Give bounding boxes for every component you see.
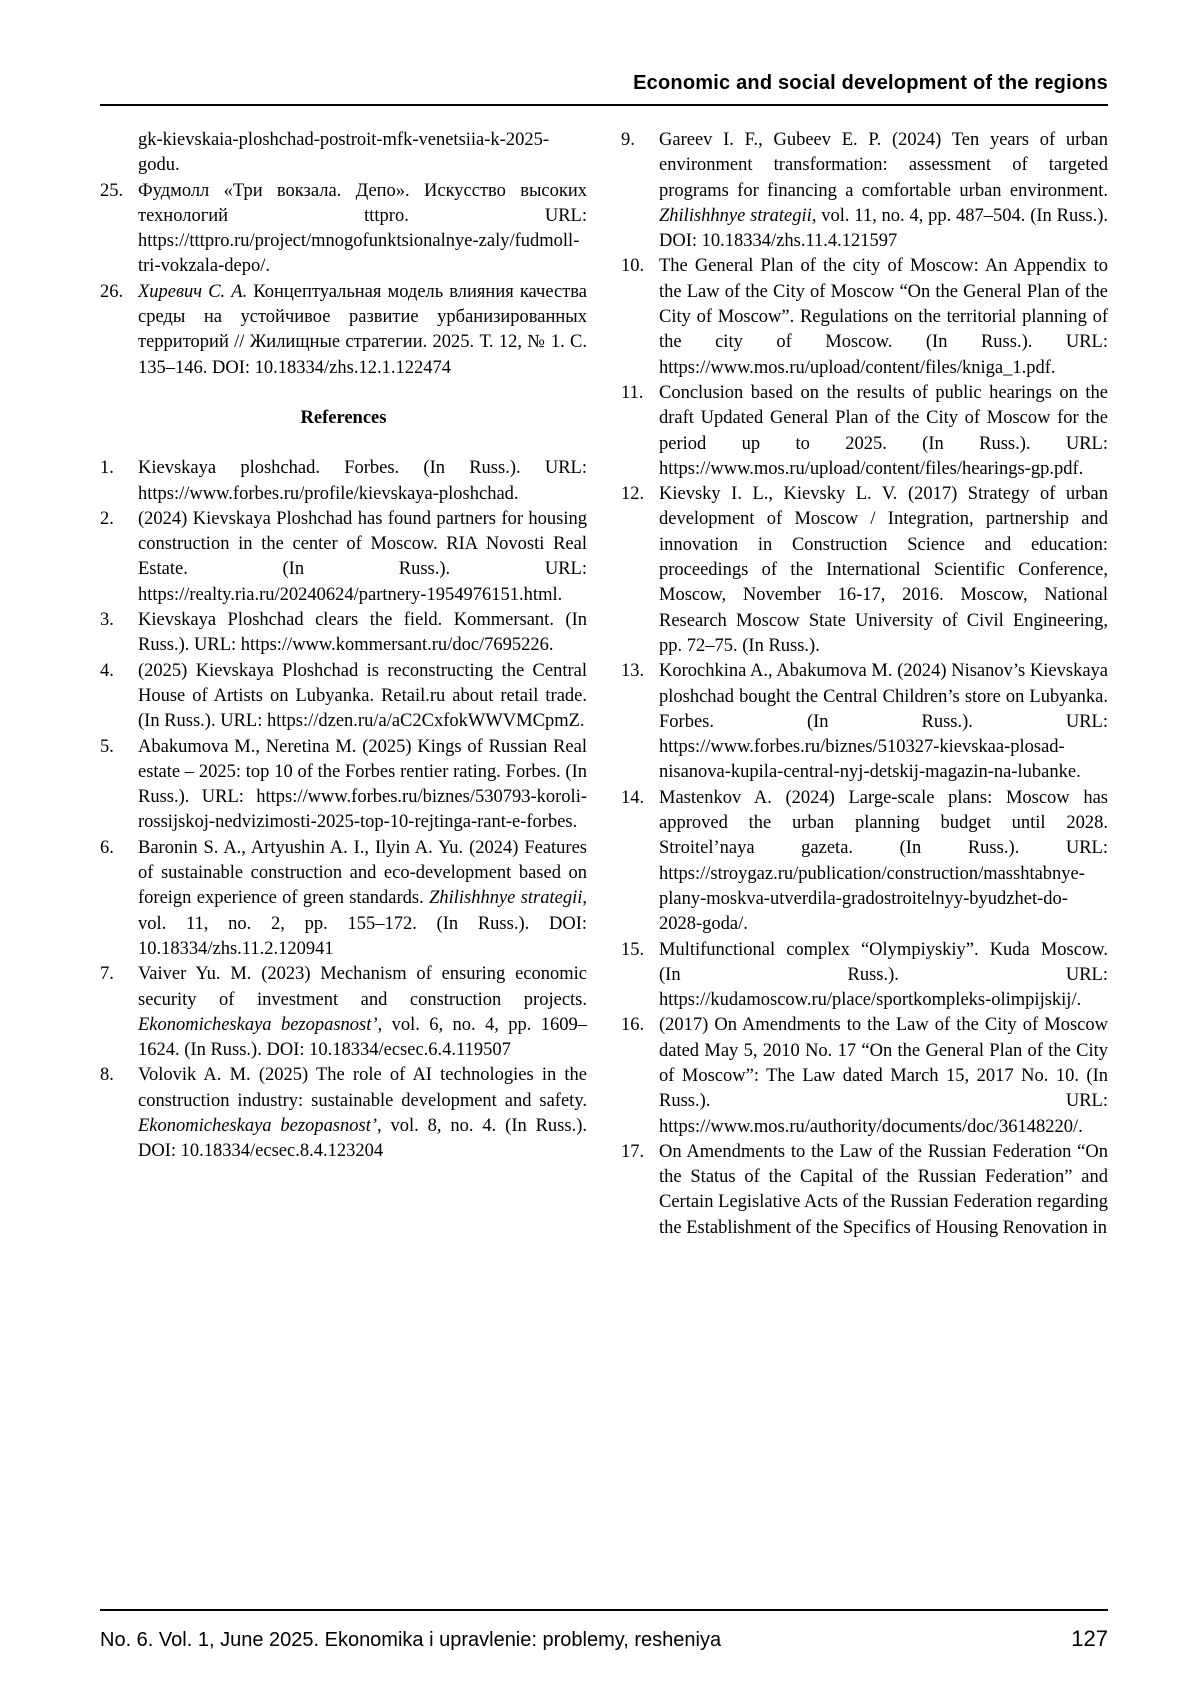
reference-item [100,179,587,280]
page-number: 127 [1071,1626,1108,1651]
reference-item [621,254,1108,380]
reference-item [100,507,587,608]
reference-item [100,128,587,179]
reference-number: 12. [621,484,645,505]
reference-text: Vaiver Yu. M. (2023) Mechanism of ensuring economic security of investment and construction projects. Ekonomicheskaya bezopasnost’, vol. 6, no. 4, pp. 1609–1624. (In Russ.). DOI: 10.18334/ecsec.6.4.119507 [138,964,588,1061]
reference-number: 11. [621,382,644,403]
reference-number: 7. [100,964,114,985]
reference-text: (2025) Kievskaya Ploshchad is reconstructing the Central House of Artists on Lubyanka. Retail.ru about retail trade. (In Russ.). URL: https://dzen.ru/a/aC2CxfokWWVMCpmZ. [138,660,587,732]
footer-journal-line: No. 6. Vol. 1, June 2025. Ekonomika i upravlenie: problemy, resheniya [100,1629,722,1651]
running-head [100,0,1108,106]
reference-number: 2. [100,508,114,529]
reference-number: 1. [100,458,114,479]
reference-number: 15. [621,939,645,960]
running-head-title: Economic and social development of the regions [633,72,1108,94]
reference-number: 5. [100,736,114,757]
reference-number: 26. [100,281,124,302]
reference-item [100,659,587,735]
reference-item [100,1063,587,1164]
reference-item [621,482,1108,659]
reference-item [621,786,1108,938]
reference-text: The General Plan of the city of Moscow: An Appendix to the Law of the City of Moscow “On the General Plan of the City of Moscow”. Regulations on the territorial planning of the city of Moscow. (In Russ.). URL: https://www.mos.ru/upload/content/files/kniga_1.pdf. [659,256,1108,378]
references-heading: References [300,407,387,428]
reference-text: (2024) Kievskaya Ploshchad has found partners for housing construction in the center of Moscow. RIA Novosti Real Estate. (In Russ.). URL: https://realty.ria.ru/20240624/partnery-1954976151.html. [138,508,587,605]
reference-item [621,659,1108,785]
reference-item [100,608,587,659]
reference-item [100,836,587,962]
reference-number: 4. [100,660,114,681]
reference-text: Korochkina A., Abakumova M. (2024) Nisanov’s Kievskaya ploshchad bought the Central Children’s store on Lubyanka. Forbes. (In Russ.). URL: https://www.forbes.ru/biznes/510327-kievskaa-plosad-nisanova-kupila-central-nyj-detskij-magazin-na-lubanke. [659,661,1108,783]
reference-number: 25. [100,180,124,201]
reference-item [621,1013,1108,1139]
reference-number: 14. [621,787,645,808]
reference-item [100,962,587,1063]
reference-text: Фудмолл «Три вокзала. Депо». Искусство высоких технологий tttpro. URL: https://tttpro.ru/project/mnogofunktsionalnye-zaly/fudmoll-tri-vokzala-depo/. [138,180,587,277]
reference-text: Mastenkov A. (2024) Large-scale plans: Moscow has approved the urban planning budget until 2028. Stroitel’naya gazeta. (In Russ.). URL: https://stroygaz.ru/publication/construction/masshtabnye-plany-moskva-utverdila-gradostroitelnyy-byudzhet-do-2028-goda/. [659,787,1108,935]
reference-number: 8. [100,1065,114,1086]
pre-reference-list [100,128,587,381]
reference-number: 6. [100,837,114,858]
reference-text: Baronin S. A., Artyushin A. I., Ilyin A. Yu. (2024) Features of sustainable construction and eco-development based on foreign experience of green standards. Zhilishhnye strategii, vol. 11, no. 2, pp. 155–172. (In Russ.). DOI: 10.18334/zhs.11.2.120941 [138,837,587,959]
reference-item [100,735,587,836]
reference-item [621,128,1108,254]
reference-text: Multifunctional complex “Olympiyskiy”. Kuda Moscow. (In Russ.). URL: https://kudamoscow.ru/place/sportkompleks-olimpijskij/. [659,939,1108,1011]
two-column-body [100,128,1108,1241]
reference-text: On Amendments to the Law of the Russian Federation “On the Status of the Capital of the Russian Federation” and Certain Legislative Acts of the Russian Federation regarding the Establishment of the Specifics of Housing Renovation in [659,1141,1108,1238]
reference-item [621,1140,1108,1241]
reference-number: 17. [621,1141,645,1162]
reference-text: Хиревич С. А. Концептуальная модель влияния качества среды на устойчивое развитие урбанизированных территорий // Жилищные стратегии. 2025. Т. 12, № 1. С. 135–146. DOI: 10.18334/zhs.12.1.122474 [138,281,587,378]
reference-list-left [100,456,587,1164]
reference-text: Abakumova M., Neretina M. (2025) Kings of Russian Real estate – 2025: top 10 of the Forbes rentier rating. Forbes. (In Russ.). URL: https://www.forbes.ru/biznes/530793-koroli-rossijskoj-nedvizimosti-2025-top-10-rejtinga-rant-e-forbes. [138,736,587,833]
reference-text: Gareev I. F., Gubeev E. P. (2024) Ten years of urban environment transformation: assessment of targeted programs for financing a comfortable urban environment. Zhilishhnye strategii, vol. 11, no. 4, pp. 487–504. (In Russ.). DOI: 10.18334/zhs.11.4.121597 [659,130,1108,252]
reference-text: Kievskaya Ploshchad clears the field. Kommersant. (In Russ.). URL: https://www.kommersant.ru/doc/7695226. [138,610,587,656]
reference-number: 13. [621,661,645,682]
reference-text: Kievsky I. L., Kievsky L. V. (2017) Strategy of urban development of Moscow / Integration, partnership and innovation in Construction Science and education: proceedings of the International Scientific Conference, Moscow, November 16-17, 2016. Moscow, National Research Moscow State University of Civil Engineering, pp. 72–75. (In Russ.). [659,484,1108,656]
reference-number: 10. [621,256,645,277]
reference-number: 16. [621,1015,645,1036]
reference-number: 3. [100,610,114,631]
reference-text: Kievskaya ploshchad. Forbes. (In Russ.). URL: https://www.forbes.ru/profile/kievskaya-ploshchad. [138,458,587,504]
page-footer [100,1609,1108,1652]
left-column [100,128,587,1241]
reference-number: 9. [621,130,635,150]
reference-text: Conclusion based on the results of public hearings on the draft Updated General Plan of the City of Moscow for the period up to 2025. (In Russ.). URL: https://www.mos.ru/upload/content/files/hearings-gp.pdf. [659,382,1108,479]
reference-item [621,381,1108,482]
reference-text: Volovik A. M. (2025) The role of AI technologies in the construction industry: sustainable development and safety. Ekonomicheskaya bezopasnost’, vol. 8, no. 4. (In Russ.). DOI: 10.18334/ecsec.8.4.123204 [138,1065,587,1162]
reference-list-right [621,128,1108,1241]
reference-item [100,456,587,507]
reference-item [621,938,1108,1014]
reference-item [100,280,587,381]
reference-text: gk-kievskaia-ploshchad-postroit-mfk-venetsiia-k-2025-godu. [138,130,549,176]
reference-text: (2017) On Amendments to the Law of the City of Moscow dated May 5, 2010 No. 17 “On the General Plan of the City of Moscow”: The Law dated March 15, 2017 No. 10. (In Russ.). URL: https://www.mos.ru/authority/documents/doc/36148220/. [659,1015,1108,1137]
right-column [621,128,1108,1241]
